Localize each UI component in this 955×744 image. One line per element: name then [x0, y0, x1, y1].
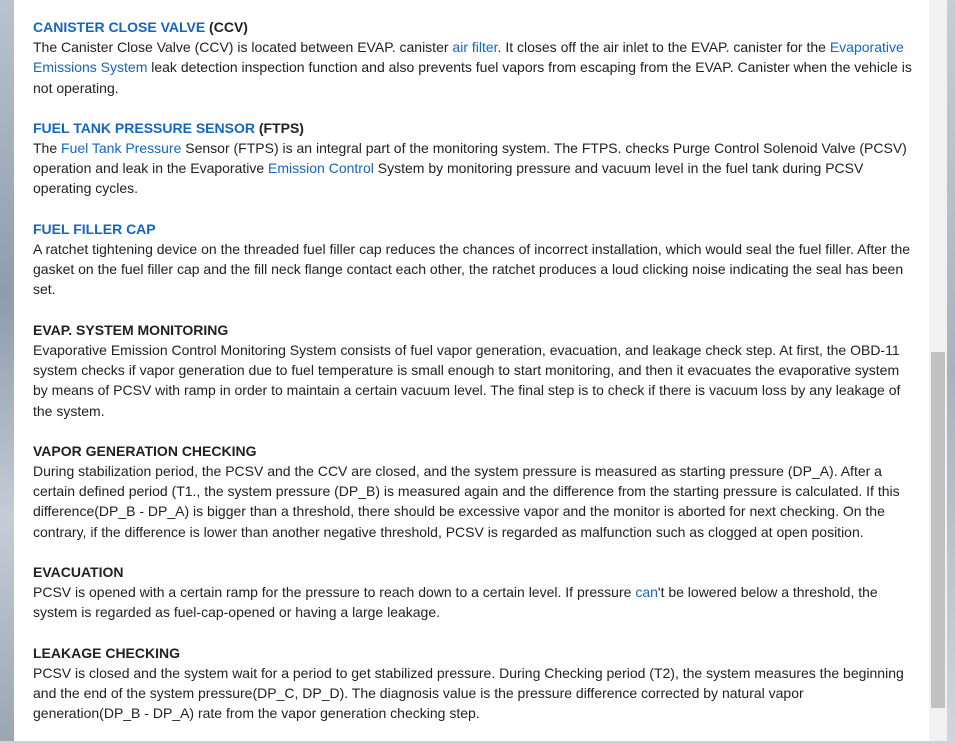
- section-heading: [33, 562, 913, 582]
- heading-text: (FTPS): [254, 119, 304, 136]
- section-heading: [33, 17, 913, 37]
- body-text: The Canister Close Valve (CCV) is located between EVAP. canister: [33, 39, 453, 55]
- body-text: PCSV is opened with a certain ramp for the pressure to reach down to a certain level. If pressure: [33, 584, 636, 601]
- heading-text: EVAP. SYSTEM MONITORING: [33, 321, 229, 338]
- heading-text: VAPOR GENERATION CHECKING: [33, 442, 257, 459]
- section-heading: [33, 643, 913, 663]
- body-text: 't be lowered below a threshold, the system is regarded as fuel-cap-opened or having a large leakage.: [33, 584, 878, 621]
- heading-link[interactable]: FUEL TANK PRESSURE SENSOR: [33, 119, 255, 136]
- section-canister-close-valve: [33, 17, 913, 98]
- heading-link[interactable]: FUEL FILLER CAP: [33, 220, 156, 237]
- section-evacuation: [33, 562, 913, 623]
- section-body: [33, 37, 913, 98]
- background-right-edge: [947, 0, 955, 741]
- link-can[interactable]: can: [635, 584, 658, 601]
- link-emission-control[interactable]: Emission Control: [268, 160, 374, 177]
- article-content: [33, 17, 913, 744]
- body-text: System by monitoring pressure and vacuum level in the fuel tank during PCSV operating cycles.: [33, 160, 864, 197]
- body-text: leak detection inspection function and also prevents fuel vapors from escaping from the EVAP. Canister when the vehicle is not operating.: [33, 59, 912, 96]
- heading-text: EVACUATION: [33, 564, 124, 581]
- section-body: [33, 138, 913, 199]
- vertical-scrollbar[interactable]: [929, 0, 947, 741]
- link-air-filter[interactable]: air filter: [452, 39, 498, 55]
- body-text: During stabilization period, the PCSV and the CCV are closed, and the system pressure is measured as starting pressure (DP_A). After a certain defined period (T1., the system pressure (DP_B) is measured again and the difference from the starting pressure is calculated. If this difference(DP_B - DP_A) is bigger than a threshold, there should be excessive vapor and the monitor is aborted for next checking. On the contrary, if the difference is lower than another negative threshold, PCSV is regarded as malfunction such as clogged at open position.: [33, 462, 900, 540]
- body-text: PCSV is closed and the system wait for a period to get stabilized pressure. During Checking period (T2), the system measures the beginning and the end of the system pressure(DP_C, DP_D). The diagnosis value is the pressure difference corrected by natural vapor generation(DP_B - DP_A) rate from the vapor generation checking step.: [33, 664, 904, 722]
- body-text: Evaporative Emission Control Monitoring System consists of fuel vapor generation, evacuation, and leakage check step. At first, the OBD-11 system checks if vapor generation due to fuel temperature is small enough to start monitoring, and then it evacuates the evaporative system by means of PCSV with ramp in order to maintain a certain vacuum level. The final step is to check if there is vacuum loss by any leakage of the system.: [33, 341, 901, 419]
- heading-text: LEAKAGE CHECKING: [33, 644, 181, 661]
- section-body: [33, 340, 913, 421]
- link-fuel-tank-pressure[interactable]: Fuel Tank Pressure: [61, 139, 182, 156]
- section-heading: [33, 441, 913, 461]
- section-leakage-checking: [33, 643, 913, 724]
- section-body: [33, 239, 913, 300]
- link-evaporative-emissions-system[interactable]: Evaporative Emissions System: [33, 39, 904, 76]
- section-heading: [33, 118, 913, 138]
- section-evap-system-monitoring: [33, 320, 913, 421]
- body-text: A ratchet tightening device on the threaded fuel filler cap reduces the chances of incorrect installation, which would seal the fuel filler. After the gasket on the fuel filler cap and the fill neck flange contact each other, the ratchet produces a loud clicking noise indicating the seal has been set.: [33, 240, 911, 298]
- heading-link[interactable]: CANISTER CLOSE VALVE: [33, 19, 206, 35]
- section-heading: [33, 320, 913, 340]
- heading-text: (CCV): [205, 19, 248, 35]
- section-heading: [33, 219, 913, 239]
- section-fuel-tank-pressure-sensor: [33, 118, 913, 199]
- section-fuel-filler-cap: [33, 219, 913, 300]
- section-body: [33, 461, 913, 542]
- body-text: . It closes off the air inlet to the EVAP. canister for the: [497, 39, 830, 55]
- body-text: Sensor (FTPS) is an integral part of the monitoring system. The FTPS. checks Purge Control Solenoid Valve (PCSV) operation and leak in the Evaporative: [33, 139, 907, 177]
- section-body: [33, 663, 913, 724]
- body-text: The: [33, 139, 62, 156]
- section-body: [33, 582, 913, 623]
- section-vapor-generation-checking: [33, 441, 913, 542]
- scrollbar-thumb[interactable]: [931, 352, 945, 708]
- background-left-edge: [0, 0, 14, 741]
